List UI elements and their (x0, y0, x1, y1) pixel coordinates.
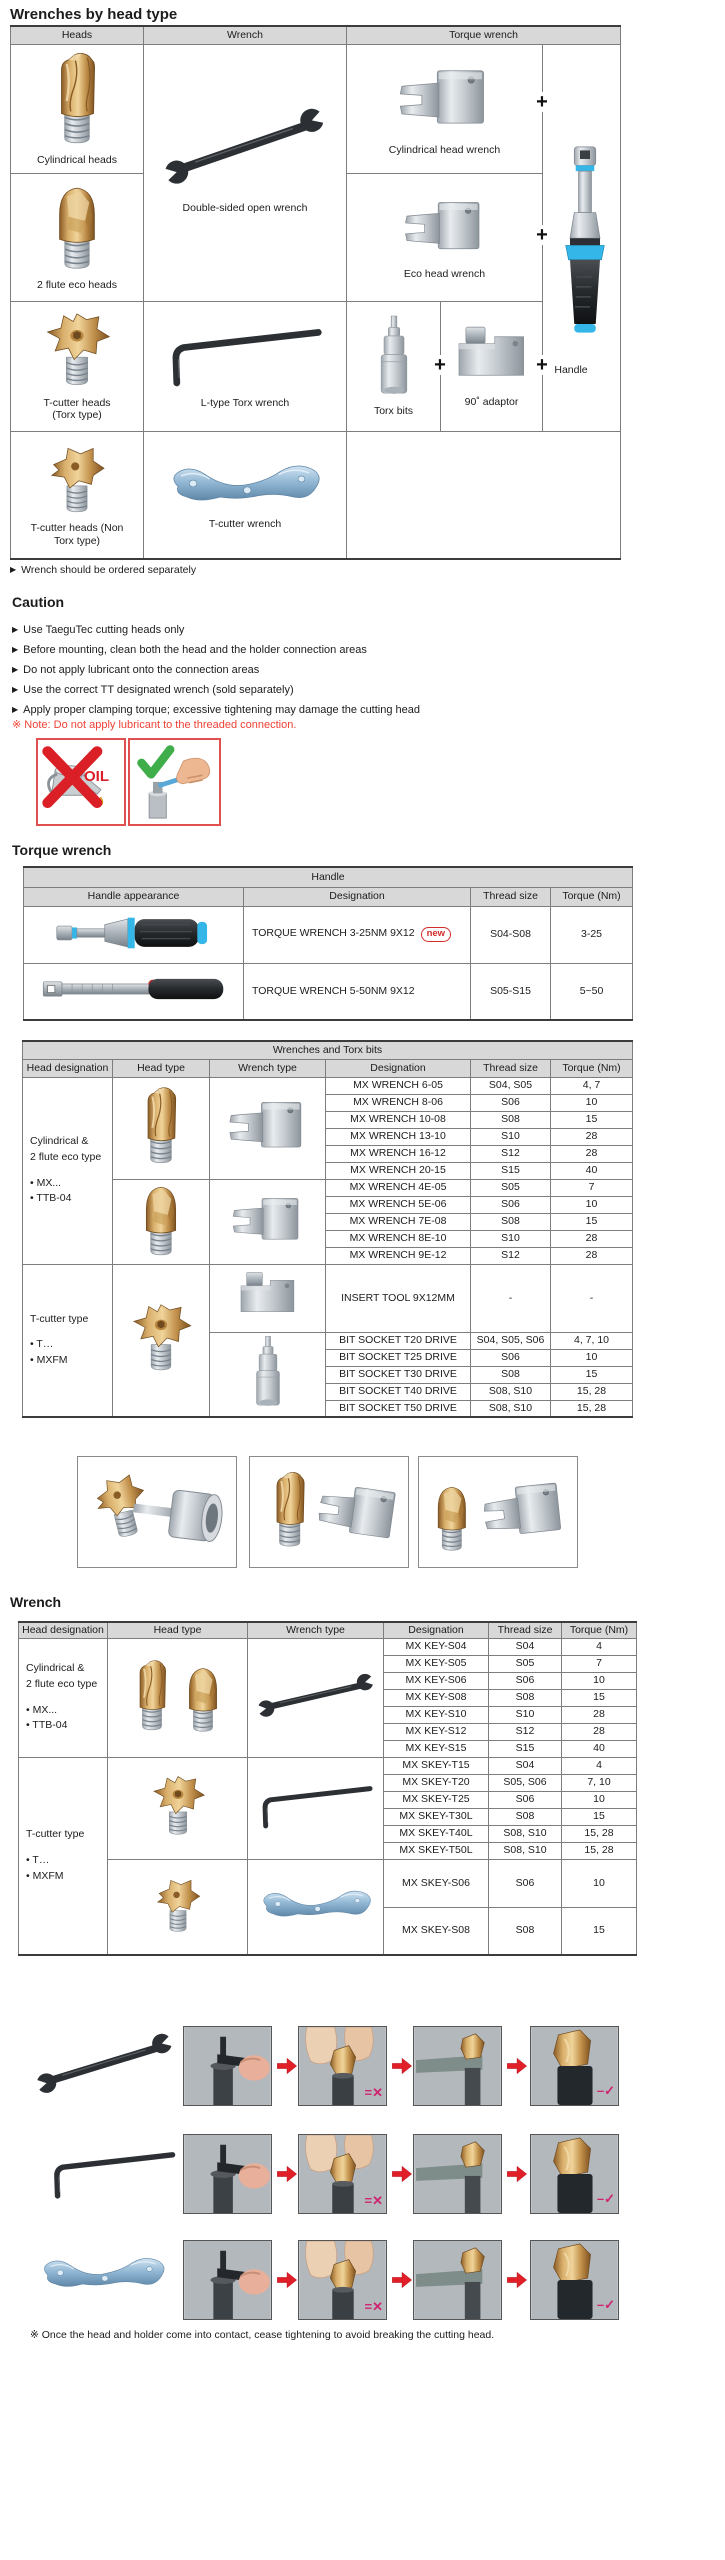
arrow-right-icon (276, 2056, 298, 2076)
table-row: MX WRENCH 4E-05 S05 7 (23, 1179, 633, 1196)
head-type-tcutter-nontorx (108, 1859, 248, 1955)
table-row: MX WRENCH 8E-10 S10 28 (23, 1230, 633, 1247)
tcutter-nontorx-head-icon (41, 442, 113, 516)
table-row: MX KEY-S10 S10 28 (19, 1706, 637, 1723)
step-photo (413, 2240, 502, 2320)
bottom-note: ※ Once the head and holder come into contact, cease tightening to avoid breaking the cutting head. (30, 2329, 495, 2341)
correct-mount-box (128, 738, 221, 826)
caution-item: ▶ Use TaeguTec cutting heads only (12, 624, 185, 636)
head-type-cylindrical (113, 1077, 210, 1179)
caution-list (12, 624, 652, 724)
arrow-right-icon (506, 2270, 528, 2290)
tcutter-wrench-icon (166, 459, 324, 511)
col-designation: Designation (326, 1059, 471, 1077)
cell-l-wrench (144, 301, 347, 431)
cylindrical-head-icon (46, 51, 108, 147)
col-head-type: Head type (108, 1622, 248, 1638)
plus-icon: + (536, 224, 548, 246)
col-wrench-type: Wrench type (210, 1059, 326, 1077)
torque-handle-3-25-icon (54, 913, 214, 953)
right-mark: –✓ (596, 2083, 615, 2098)
triangle-bullet-icon: ▶ (12, 705, 19, 714)
step3-seat-head-icon (414, 2135, 501, 2213)
cell-cyl-head-wrench (347, 44, 543, 173)
check-icon (142, 750, 171, 775)
col-torque: Torque (Nm) (551, 887, 633, 906)
table-row: TORQUE WRENCH 3-25NM 9X12 new S04-S08 3-25 (24, 906, 633, 963)
table-row: TORQUE WRENCH 5-50NM 9X12 S05-S15 5~50 (24, 963, 633, 1020)
triangle-bullet-icon: ▶ (10, 565, 17, 574)
table-row: BIT SOCKET T40 DRIVE S08, S10 15, 28 (23, 1383, 633, 1400)
handle-table (23, 866, 633, 1021)
step-photo (183, 2134, 272, 2214)
torx-table-group-header: Wrenches and Torx bits (23, 1041, 633, 1059)
wrench-type-open (248, 1638, 384, 1757)
caution-item: ▶ Do not apply lubricant onto the connection areas (12, 664, 260, 676)
arrow-right-icon (276, 2270, 298, 2290)
table-row: BIT SOCKET T50 DRIVE S08, S10 15, 28 (23, 1400, 633, 1417)
table-row: MX KEY-S06 S06 10 (19, 1672, 637, 1689)
order-note: ▶ Wrench should be ordered separately (10, 564, 197, 576)
table-row: MX KEY-S12 S12 28 (19, 1723, 637, 1740)
eco-head-icon (134, 1182, 188, 1258)
head-type-cyl-eco (108, 1638, 248, 1757)
l-torx-wrench-icon (165, 322, 325, 390)
eco-heads-label: 2 flute eco heads (37, 279, 117, 291)
right-mark: –✓ (596, 2297, 615, 2312)
mx-wrench-icon (222, 1093, 314, 1159)
group-tcutter: T-cutter type • T… • MXFM (19, 1757, 108, 1955)
arrow-right-icon (391, 2270, 413, 2290)
wrong-mark: =✕ (364, 2193, 383, 2208)
table-row: MX WRENCH 7E-08 S08 15 (23, 1213, 633, 1230)
wrench-type-insert-tool (210, 1264, 326, 1332)
head-type-tcutter-torx (113, 1264, 210, 1417)
tcutter-nontorx-label: T-cutter heads (Non Torx type) (30, 522, 124, 548)
cell-tcutter-wrench (144, 431, 347, 559)
arrow-right-icon (506, 2056, 528, 2076)
step-photo (413, 2134, 502, 2214)
table-row: MX SKEY-S08 S08 15 (19, 1907, 637, 1955)
torque-handle-icon (560, 137, 610, 351)
caution-item: ▶ Use the correct TT designated wrench (sold separately) (12, 684, 294, 696)
cylindrical-head-icon (128, 1657, 176, 1735)
step-photo (413, 2026, 502, 2106)
open-wrench-tool-icon (26, 2023, 184, 2111)
eco-head-icon (46, 182, 108, 272)
wrench-type-bit-socket (210, 1332, 326, 1417)
step-photo (183, 2026, 272, 2106)
cell-eco-head-wrench (347, 173, 543, 301)
table-row: MX SKEY-S06 S06 10 (19, 1859, 637, 1907)
triangle-bullet-icon: ▶ (12, 645, 19, 654)
wrong-mark: =✕ (364, 2299, 383, 2314)
head-table-col-wrench: Wrench (144, 26, 347, 44)
arrow-right-icon (391, 2164, 413, 2184)
torque-wrench-5-50-icon (30, 971, 238, 1007)
table-row: MX KEY-S15 S15 40 (19, 1740, 637, 1757)
head-type-table (10, 25, 620, 560)
cylindrical-heads-label: Cylindrical heads (37, 153, 117, 166)
triangle-bullet-icon: ▶ (12, 665, 19, 674)
table-row: MX SKEY-T40L S08, S10 15, 28 (19, 1825, 637, 1842)
double-open-wrench-icon (141, 96, 350, 203)
open-wrench-label: Double-sided open wrench (182, 202, 308, 214)
step1-tighten-icon (184, 2027, 271, 2105)
wrong-mark: =✕ (364, 2085, 383, 2100)
right-mark: –✓ (596, 2191, 615, 2206)
step-photo (530, 2240, 619, 2320)
assembly-image-ecohead-wrench (418, 1456, 578, 1568)
col-thread-size: Thread size (471, 1059, 551, 1077)
wrench-table (18, 1621, 637, 1956)
table-row: BIT SOCKET T30 DRIVE S08 15 (23, 1366, 633, 1383)
table-row: MX WRENCH 13-10 S10 28 (23, 1128, 633, 1145)
table-row: MX SKEY-T20 S05, S06 7, 10 (19, 1774, 637, 1791)
step1-tighten-icon (184, 2135, 271, 2213)
cell-open-wrench (144, 44, 347, 301)
group-cylindrical-eco: Cylindrical & 2 flute eco type • MX... • TTB-04 (23, 1077, 113, 1264)
double-open-wrench-icon (245, 1663, 386, 1731)
handle-table-group-header: Handle (24, 867, 633, 887)
cylindrical-head-wrench-icon (391, 60, 499, 137)
tcutter-torx-head-icon (39, 310, 115, 390)
col-thread-size: Thread size (471, 887, 551, 906)
col-designation: Designation (384, 1622, 489, 1638)
table-row: MX KEY-S08 S08 15 (19, 1689, 637, 1706)
table-row: MX WRENCH 20-15 S15 40 (23, 1162, 633, 1179)
adaptor-label: 90˚ adaptor (464, 396, 519, 408)
wrench-section-title: Wrench (10, 1594, 62, 1610)
step1-tighten-icon (184, 2241, 271, 2319)
eco-head-icon (179, 1663, 227, 1735)
col-head-designation: Head designation (19, 1622, 108, 1638)
head-table-col-torque: Torque wrench (347, 26, 621, 44)
step3-seat-head-icon (414, 2027, 501, 2105)
hand-mounting-icon (130, 740, 215, 820)
plus-icon: + (434, 354, 446, 376)
cylindrical-head-icon (135, 1085, 187, 1167)
tcutter-wrench-tool-icon (38, 2252, 168, 2301)
tcutter-nontorx-head-icon (149, 1875, 207, 1935)
step-photo (530, 2134, 619, 2214)
handle-label: Handle (554, 364, 588, 376)
step-photo (298, 2134, 387, 2214)
step-photo (183, 2240, 272, 2320)
table-row: MX WRENCH 16-12 S12 28 (23, 1145, 633, 1162)
col-handle-appearance: Handle appearance (24, 887, 244, 906)
triangle-bullet-icon: ▶ (12, 625, 19, 634)
table-row: MX KEY-S05 S05 7 (19, 1655, 637, 1672)
arrow-right-icon (506, 2164, 528, 2184)
wrench-type-eco (210, 1179, 326, 1264)
caution-item: ▶ Before mounting, clean both the head and the holder connection areas (12, 644, 367, 656)
cell-torx-bits (347, 301, 441, 431)
cell-eco-heads (11, 173, 144, 301)
arrow-right-icon (276, 2164, 298, 2184)
triangle-bullet-icon: ▶ (12, 685, 19, 694)
caution-red-note: ※ Note: Do not apply lubricant to the threaded connection. (12, 719, 297, 731)
tcutter-torx-label: T-cutter heads (Torx type) (43, 396, 111, 422)
torx-bit-icon (374, 314, 414, 398)
step-photo (530, 2026, 619, 2106)
no-oil-box (36, 738, 126, 826)
arrow-right-icon (391, 2056, 413, 2076)
wrench-type-tcutter (248, 1859, 384, 1955)
wrenches-torx-bits-table (22, 1040, 633, 1418)
head-type-eco (113, 1179, 210, 1264)
col-head-designation: Head designation (23, 1059, 113, 1077)
table-row: T-cutter type • T… • MXFM MX SKEY-T15 S04 4 (19, 1757, 637, 1774)
caution-item: ▶ Apply proper clamping torque; excessive tightening may damage the cutting head (12, 704, 421, 716)
col-head-type: Head type (113, 1059, 210, 1077)
oil-label: OIL (84, 768, 109, 785)
tcutter-wrench-icon (258, 1886, 374, 1924)
head-table-col-heads: Heads (11, 26, 144, 44)
90-adaptor-icon (450, 323, 534, 389)
cell-tcutter-torx-heads (11, 301, 144, 431)
cell-empty (347, 431, 621, 559)
tcutter-wrench-label: T-cutter wrench (208, 517, 282, 530)
table-row: Cylindrical & 2 flute eco type • MX... • TTB-04 MX KEY-S04 S04 4 (19, 1638, 637, 1655)
table-row: MX SKEY-T50L S08, S10 15, 28 (19, 1842, 637, 1859)
l-torx-wrench-icon (257, 1781, 375, 1831)
wrench-type-ltorx (248, 1757, 384, 1859)
insert-tool-icon (233, 1269, 303, 1323)
plus-icon: + (536, 91, 548, 113)
col-wrench-type: Wrench type (248, 1622, 384, 1638)
eco-wrench-icon (226, 1190, 310, 1250)
l-torx-wrench-tool-icon (48, 2146, 178, 2207)
table-row: MX WRENCH 8-06 S06 10 (23, 1094, 633, 1111)
cell-90-adaptor (441, 301, 543, 431)
table-row: BIT SOCKET T25 DRIVE S06 10 (23, 1349, 633, 1366)
assembly-image-tcutter-socket (77, 1456, 237, 1568)
table-row: MX WRENCH 5E-06 S06 10 (23, 1196, 633, 1213)
table-row: MX WRENCH 10-08 S08 15 (23, 1111, 633, 1128)
caution-title: Caution (12, 594, 65, 610)
cell-tcutter-nontorx-heads (11, 431, 144, 559)
new-badge: new (421, 927, 451, 941)
cell-cylindrical-heads (11, 44, 144, 173)
step-photo (298, 2240, 387, 2320)
col-designation: Designation (244, 887, 471, 906)
cyl-head-wrench-label: Cylindrical head wrench (388, 144, 501, 156)
table-row: BIT SOCKET T20 DRIVE S04, S05, S06 4, 7, 10 (23, 1332, 633, 1349)
eco-head-wrench-label: Eco head wrench (403, 268, 486, 280)
table-row: MX SKEY-T30L S08 15 (19, 1808, 637, 1825)
plus-icon: + (536, 354, 548, 376)
table-row: MX WRENCH 9E-12 S12 28 (23, 1247, 633, 1264)
bit-socket-icon (250, 1335, 286, 1409)
step3-seat-head-icon (414, 2241, 501, 2319)
step-photo (298, 2026, 387, 2106)
table-row: T-cutter type • T… • MXFM INSERT TOOL 9X12MM - - (23, 1264, 633, 1332)
table-row: MX SKEY-T25 S06 10 (19, 1791, 637, 1808)
tcutter-torx-head-icon (126, 1301, 196, 1375)
col-torque: Torque (Nm) (551, 1059, 633, 1077)
torx-bits-label: Torx bits (373, 405, 414, 417)
eco-head-wrench-icon (397, 193, 493, 261)
l-wrench-label: L-type Torx wrench (200, 397, 290, 409)
group-tcutter: T-cutter type • T… • MXFM (23, 1264, 113, 1417)
group-cylindrical-eco: Cylindrical & 2 flute eco type • MX... • TTB-04 (19, 1638, 108, 1757)
col-thread-size: Thread size (489, 1622, 562, 1638)
wrench-type-mx (210, 1077, 326, 1179)
tcutter-torx-head-icon (147, 1773, 209, 1839)
col-torque: Torque (Nm) (562, 1622, 637, 1638)
head-type-tcutter-torx (108, 1757, 248, 1859)
torque-wrench-title: Torque wrench (12, 842, 112, 858)
assembly-image-cylhead-wrench (249, 1456, 409, 1568)
table-row: Cylindrical & 2 flute eco type • MX... • TTB-04 MX WRENCH 6-05 S04, S05 4, 7 (23, 1077, 633, 1094)
page-title: Wrenches by head type (10, 6, 178, 23)
